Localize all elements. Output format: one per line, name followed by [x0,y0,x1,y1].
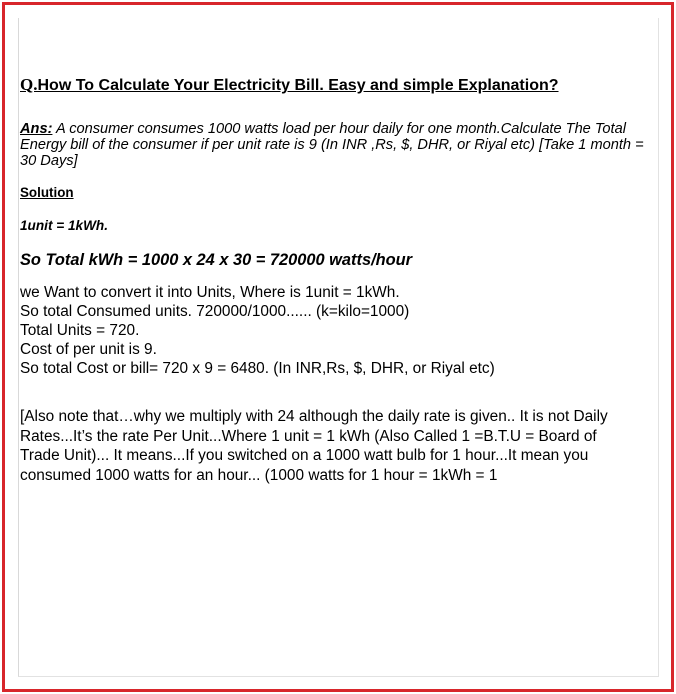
solution-label: Solution [20,185,74,200]
calculation-line: Total Units = 720. [20,322,140,339]
question-heading [20,75,650,95]
answer-paragraph [20,121,650,169]
calculation-line: So total Consumed units. 720000/1000...... (k=kilo=1000) [20,303,410,320]
document-content [20,75,650,485]
answer-label: Ans: [20,121,53,137]
answer-text: A consumer consumes 1000 watts load per hour daily for one month.Calculate The Total Energy bill of the consumer if per unit rate is 9 (In INR ,Rs, $, DHR, or Riyal etc) [Take 1 month = 30 Days] [20,121,644,169]
calculation-line: So total Cost or bill= 720 x 9 = 6480. (In INR,Rs, $, DHR, or Riyal etc) [20,360,495,377]
note-paragraph: [Also note that…why we multiply with 24 although the daily rate is given.. It is not Daily Rates...It’s the rate Per Unit...Where 1 unit = 1 kWh (Also Called 1 =B.T.U = Board of Trade Unit)... It means...If you switched on a 1000 watt bulb for 1 hour...It mean you consumed 1000 watts for an hour... (1000 watts for 1 hour = 1kWh = 1 [20,408,608,484]
calculation-lines [20,283,650,378]
calculation-line: we Want to convert it into Units, Where is 1unit = 1kWh. [20,284,400,301]
calculation-line: Cost of per unit is 9. [20,341,157,358]
question-prefix: Q. [20,75,38,94]
unit-definition: 1unit = 1kWh. [20,218,108,233]
question-text: How To Calculate Your Electricity Bill. Easy and simple Explanation? [37,77,559,94]
total-kwh-formula: So Total kWh = 1000 x 24 x 30 = 720000 watts/hour [20,251,413,269]
